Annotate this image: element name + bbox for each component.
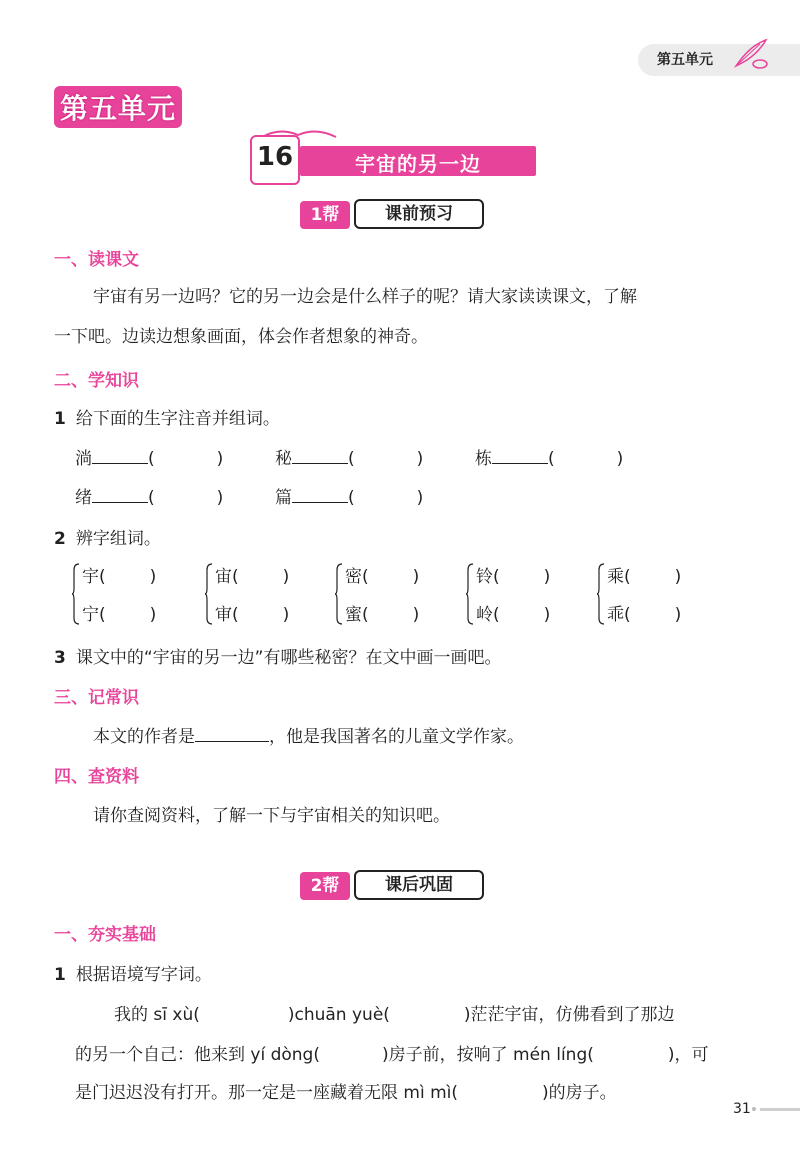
char: 蜜 <box>345 605 362 625</box>
char: 铃 <box>476 567 493 587</box>
heading-read-text: 一、读课文 <box>54 250 139 270</box>
paren-open: ( <box>348 488 355 508</box>
char-item <box>275 444 423 469</box>
intro-line-1: 宇宙有另一边吗？它的另一边会是什么样子的呢？请大家读读课文，了解 <box>93 287 637 307</box>
char: 栋 <box>475 449 492 469</box>
section1-pill-label: 课前预习 <box>354 199 484 229</box>
section1-pill-number: 1帮 <box>300 201 350 229</box>
char: 篇 <box>275 488 292 508</box>
research-sentence: 请你查阅资料，了解一下与宇宙相关的知识吧。 <box>93 806 450 826</box>
text: )，可 <box>667 1045 709 1065</box>
text: )chuān yuè( <box>287 1005 390 1025</box>
char: 岭 <box>476 605 493 625</box>
text: )房子前，按响了 mén líng( <box>381 1045 594 1065</box>
section2-pill-number: 2帮 <box>300 872 350 900</box>
context-line-1 <box>114 1000 675 1025</box>
question-text: 辨字组词。 <box>75 529 161 549</box>
intro-line-2: 一下吧。边读边想象画面，体会作者想象的神奇。 <box>54 327 428 347</box>
blank[interactable] <box>492 445 548 464</box>
paren-open: ( <box>148 449 155 469</box>
question-2 <box>54 524 161 549</box>
blank[interactable] <box>292 484 348 503</box>
page-dot <box>752 1107 756 1111</box>
lesson-number: 16 <box>256 142 294 172</box>
question-text: 给下面的生字注音并组词。 <box>75 409 280 429</box>
brace-icon <box>72 562 80 626</box>
paren-close: ) <box>216 449 224 469</box>
char: 乖 <box>607 605 624 625</box>
page-line <box>760 1108 800 1111</box>
context-line-3 <box>75 1078 617 1103</box>
paren-open: ( <box>548 449 555 469</box>
brace-icon <box>205 562 213 626</box>
text: )茫茫宇宙，仿佛看到了那边 <box>463 1005 675 1025</box>
sentence-start: 本文的作者是 <box>93 727 195 747</box>
brace-icon <box>597 562 605 626</box>
char: 宙 <box>215 567 232 587</box>
text: )的房子。 <box>542 1083 617 1103</box>
char-item <box>75 483 223 508</box>
char-item <box>75 444 223 469</box>
page-number: 31 <box>733 1101 751 1117</box>
author-sentence <box>93 722 524 747</box>
paren-close: ) <box>616 449 624 469</box>
char-item <box>475 444 623 469</box>
context-line-2 <box>75 1040 709 1065</box>
char: 宁 <box>82 605 99 625</box>
char: 乘 <box>607 567 624 587</box>
heading-research: 四、查资料 <box>54 767 139 787</box>
blank[interactable] <box>92 445 148 464</box>
paren-close: ) <box>216 488 224 508</box>
author-blank[interactable] <box>195 723 269 742</box>
lesson-title: 宇宙的另一边 <box>355 152 481 176</box>
char: 绪 <box>75 488 92 508</box>
question-1b <box>54 960 212 985</box>
heading-learn: 二、学知识 <box>54 371 139 391</box>
sentence-end: ，他是我国著名的儿童文学作家。 <box>269 727 524 747</box>
unit-title: 第五单元 <box>54 86 182 128</box>
char: 淌 <box>75 449 92 469</box>
quill-icon <box>730 36 770 70</box>
brace-icon <box>466 562 474 626</box>
text: 的另一个自己：他来到 yí dòng( <box>75 1045 320 1065</box>
blank[interactable] <box>92 484 148 503</box>
heading-basics: 一、夯实基础 <box>54 925 156 945</box>
char: 秘 <box>275 449 292 469</box>
question-text: 课文中的“宇宙的另一边”有哪些秘密？在文中画一画吧。 <box>75 648 502 668</box>
question-3 <box>54 643 501 668</box>
question-number: 1 <box>54 965 66 985</box>
paren-close: ) <box>416 449 424 469</box>
text: 是门迟迟没有打开。那一定是一座藏着无限 mì mì( <box>75 1083 459 1103</box>
unit-tab-label: 第五单元 <box>657 52 713 68</box>
section2-pill-label: 课后巩固 <box>354 870 484 900</box>
paren-close: ) <box>416 488 424 508</box>
char-item <box>275 483 423 508</box>
char: 密 <box>345 567 362 587</box>
char: 宇 <box>82 567 99 587</box>
question-number: 2 <box>54 529 66 549</box>
question-number: 3 <box>54 648 66 668</box>
text: 我的 sī xù( <box>114 1005 200 1025</box>
question-number: 1 <box>54 409 66 429</box>
brace-icon <box>335 562 343 626</box>
blank[interactable] <box>292 445 348 464</box>
question-1 <box>54 404 280 429</box>
char: 审 <box>215 605 232 625</box>
question-text: 根据语境写字词。 <box>75 965 212 985</box>
paren-open: ( <box>348 449 355 469</box>
heading-knowledge: 三、记常识 <box>54 688 139 708</box>
paren-open: ( <box>148 488 155 508</box>
